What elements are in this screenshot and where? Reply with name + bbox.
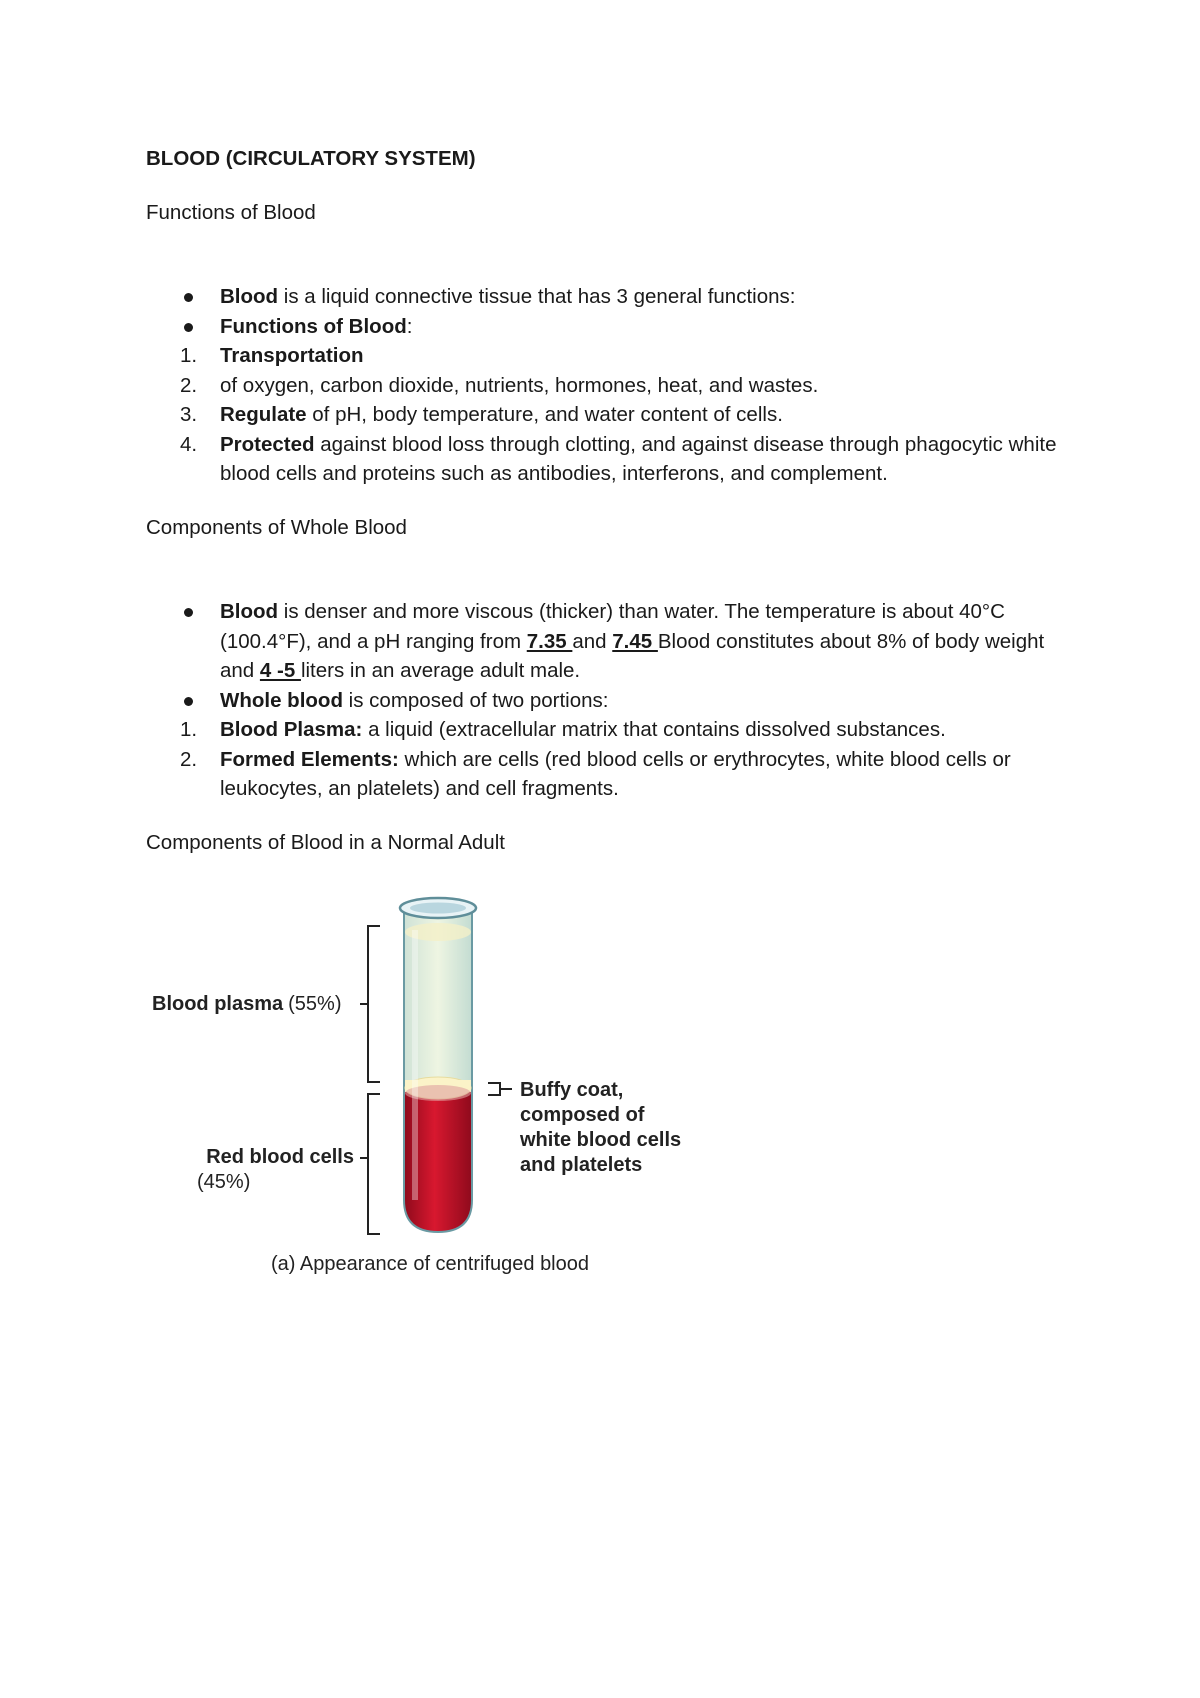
plasma-label <box>152 993 342 1015</box>
list-item <box>146 312 1066 342</box>
bold-term: Formed Elements: <box>220 747 399 771</box>
buffy-bracket <box>488 1083 512 1095</box>
document-content <box>146 144 1066 857</box>
item-number: 3. <box>180 403 198 426</box>
glass-highlight <box>412 930 418 1200</box>
section-heading-functions: Functions of Blood <box>146 200 316 224</box>
section-heading-components: Components of Whole Blood <box>146 515 407 539</box>
list-item <box>146 430 1066 489</box>
bold-term: Whole blood <box>220 688 343 712</box>
list-item <box>146 686 1066 716</box>
item-number: 1. <box>180 344 198 367</box>
item-number: 4. <box>180 432 198 456</box>
bold-term: Blood Plasma: <box>220 718 363 741</box>
functions-numbered-list <box>146 341 1066 489</box>
item-text: liters in an average adult male. <box>300 659 581 682</box>
tube-opening <box>410 903 466 914</box>
rbc-label: Red blood cells <box>206 1146 354 1168</box>
bold-term: Blood <box>220 600 279 623</box>
item-text: Blood constitutes about 8% of body weight and <box>220 629 1045 682</box>
buffy-label-line3: white blood cells <box>520 1129 682 1151</box>
item-text: of oxygen, carbon dioxide, nutrients, hormones, heat, and wastes. <box>220 373 819 397</box>
plasma-label-text: Blood plasma <box>152 993 284 1015</box>
plasma-pct-text: (55%) <box>288 993 342 1015</box>
item-text: : <box>406 314 413 338</box>
figure-caption: (a) Appearance of centrifuged blood <box>271 1253 589 1275</box>
item-number: 2. <box>180 747 198 771</box>
centrifuged-blood-figure <box>146 890 726 1290</box>
list-item <box>146 745 1066 804</box>
rbc-pct: (45%) <box>197 1171 251 1193</box>
rbc-bracket <box>360 1094 380 1234</box>
bullet-icon <box>184 323 193 332</box>
item-text: and <box>572 629 613 653</box>
list-item <box>146 371 1066 401</box>
list-item <box>146 597 1066 686</box>
item-text: a liquid (extracellular matrix that contains dissolved substances. <box>362 718 946 741</box>
bold-term: Blood <box>220 285 279 308</box>
item-text: of pH, body temperature, and water content of cells. <box>306 403 783 426</box>
list-item <box>146 715 1066 745</box>
item-text: is denser and more viscous (thicker) than water. The temperature is about 40°C (100.4°F), and a pH ranging from <box>220 600 1005 653</box>
components-bullet-list <box>146 597 1066 715</box>
liters-value: 4 -5 <box>259 659 301 682</box>
section-heading-normal-adult: Components of Blood in a Normal Adult <box>146 830 505 854</box>
bold-term: Protected <box>220 432 315 456</box>
buffy-label-line1: Buffy coat, <box>520 1079 624 1101</box>
buffy-label-line2: composed of <box>520 1104 645 1126</box>
bold-term: Transportation <box>220 344 364 367</box>
item-text: is a liquid connective tissue that has 3 general functions: <box>278 285 796 308</box>
functions-bullet-list <box>146 282 1066 341</box>
list-item <box>146 400 1066 430</box>
bullet-icon <box>184 697 193 706</box>
bullet-icon <box>184 608 193 617</box>
bullet-icon <box>184 293 193 302</box>
bold-term: Functions of Blood <box>220 314 407 338</box>
item-text: is composed of two portions: <box>342 688 609 712</box>
list-item <box>146 282 1066 312</box>
item-number: 1. <box>180 718 198 741</box>
components-numbered-list <box>146 715 1066 804</box>
list-item <box>146 341 1066 371</box>
plasma-bracket <box>360 926 380 1082</box>
buffy-label-line4: and platelets <box>520 1154 643 1176</box>
item-text: which are cells (red blood cells or erythrocytes, white blood cells or leukocytes, an platelets) and cell fragments. <box>220 747 1011 800</box>
ph-high-value: 7.45 <box>612 629 658 653</box>
document-title: BLOOD (CIRCULATORY SYSTEM) <box>146 147 476 170</box>
bold-term: Regulate <box>220 403 307 426</box>
test-tube-diagram <box>146 890 726 1290</box>
item-number: 2. <box>180 373 198 397</box>
ph-low-value: 7.35 <box>526 629 573 653</box>
item-text: against blood loss through clotting, and against disease through phagocytic white blood cells and proteins such as antibodies, interferons, and complement. <box>220 432 1057 485</box>
